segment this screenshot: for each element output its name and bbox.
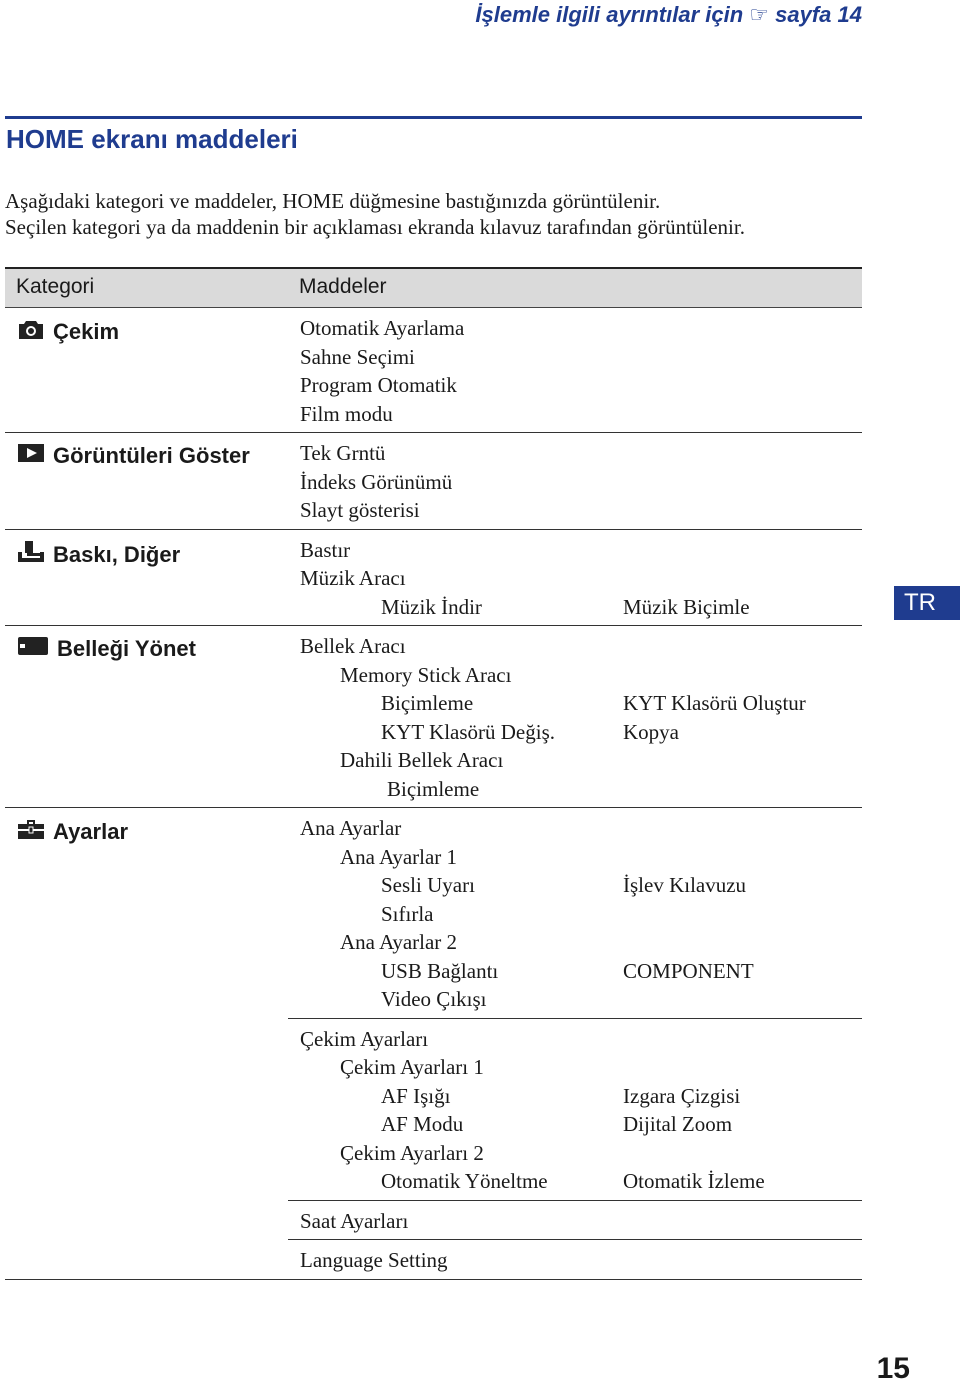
list-item: Slayt gösterisi	[300, 498, 420, 522]
category-baski	[17, 540, 180, 570]
list-item: Otomatik Ayarlama	[300, 316, 465, 340]
category-bellek	[17, 636, 196, 662]
memory-card-icon	[17, 636, 49, 662]
items-goster	[288, 433, 862, 529]
header-category: Kategori	[16, 275, 95, 298]
items-language	[288, 1240, 862, 1279]
items-saat	[288, 1201, 862, 1241]
list-item: Film modu	[300, 401, 393, 426]
list-item: Ana Ayarlar 1	[340, 844, 458, 869]
list-item: Otomatik Yöneltme	[381, 1169, 548, 1193]
category-label: Görüntüleri Göster	[53, 443, 250, 468]
category-label: Belleği Yönet	[57, 636, 196, 661]
list-item: Dijital Zoom	[623, 1112, 733, 1136]
home-items-table	[5, 267, 862, 1280]
list-item: Kopya	[623, 719, 679, 744]
list-item: İşlev Kılavuzu	[623, 873, 747, 897]
list-item: Biçimleme	[387, 776, 480, 801]
list-item: Izgara Çizgisi	[623, 1083, 741, 1108]
table-header	[5, 267, 862, 308]
list-item: Program Otomatik	[300, 373, 457, 397]
list-item: Video Çıkışı	[381, 987, 487, 1011]
category-cekim	[17, 318, 119, 346]
reference-text: İşlemle ilgili ayrıntılar için	[475, 2, 744, 27]
category-ayarlar	[17, 818, 128, 846]
intro-line: Aşağıdaki kategori ve maddeler, HOME düğmesine bastığınızda görüntülenir.	[5, 189, 661, 213]
list-item: Müzik Aracı	[300, 566, 406, 590]
list-item: COMPONENT	[623, 958, 754, 983]
list-item: Çekim Ayarları 2	[340, 1140, 484, 1165]
category-row-ayarlar	[5, 808, 862, 1280]
camera-icon	[17, 318, 45, 346]
category-goster	[17, 443, 250, 469]
category-row-bellek	[5, 626, 862, 808]
intro-text	[5, 188, 885, 240]
list-item: Memory Stick Aracı	[340, 662, 512, 687]
title-rule	[5, 116, 862, 119]
reference-page[interactable]: sayfa 14	[775, 2, 862, 27]
category-label: Ayarlar	[53, 819, 129, 844]
category-row-goster	[5, 433, 862, 530]
list-item: Biçimleme	[381, 691, 474, 715]
list-item: İndeks Görünümü	[300, 469, 453, 494]
print-icon	[17, 540, 45, 570]
category-label: Baskı, Diğer	[53, 541, 181, 567]
category-row-cekim	[5, 308, 862, 433]
toolbox-icon	[17, 818, 45, 846]
list-item: Dahili Bellek Aracı	[340, 748, 504, 772]
list-item: Müzik İndir	[381, 594, 482, 619]
language-tab: TR	[894, 586, 960, 620]
items-ana-ayarlar	[288, 808, 862, 1019]
page-reference	[475, 2, 862, 28]
list-item: Tek Grntü	[300, 441, 386, 465]
page-title: HOME ekranı maddeleri	[6, 124, 298, 154]
play-icon	[17, 443, 45, 469]
items-cekim	[288, 308, 862, 432]
header-items: Maddeler	[299, 275, 387, 298]
list-item: Bastır	[300, 537, 351, 562]
list-item: Müzik Biçimle	[623, 594, 750, 619]
list-item: Otomatik İzleme	[623, 1169, 765, 1193]
list-item: Ana Ayarlar 2	[340, 930, 458, 954]
page-number: 15	[876, 1352, 910, 1385]
list-item: Saat Ayarları	[300, 1208, 409, 1233]
intro-line: Seçilen kategori ya da maddenin bir açıklaması ekranda kılavuz tarafından görüntülenir.	[5, 215, 745, 239]
category-label: Çekim	[53, 319, 120, 344]
pointing-hand-icon: ☞	[749, 2, 770, 27]
list-item: Sesli Uyarı	[381, 873, 475, 897]
list-item: Sıfırla	[381, 901, 434, 926]
items-cekim-ayarlari	[288, 1019, 862, 1201]
list-item: Çekim Ayarları	[300, 1026, 429, 1051]
list-item: USB Bağlantı	[381, 958, 499, 983]
category-row-baski	[5, 530, 862, 627]
list-item: Language Setting	[300, 1248, 448, 1272]
items-bellek	[288, 626, 862, 807]
list-item: Ana Ayarlar	[300, 816, 402, 840]
list-item: Sahne Seçimi	[300, 344, 415, 369]
list-item: Bellek Aracı	[300, 634, 406, 658]
items-baski	[288, 530, 862, 626]
list-item: AF Modu	[381, 1112, 464, 1136]
list-item: Çekim Ayarları 1	[340, 1055, 484, 1079]
list-item: KYT Klasörü Oluştur	[623, 691, 806, 715]
list-item: KYT Klasörü Değiş.	[381, 719, 556, 744]
list-item: AF Işığı	[381, 1083, 451, 1108]
